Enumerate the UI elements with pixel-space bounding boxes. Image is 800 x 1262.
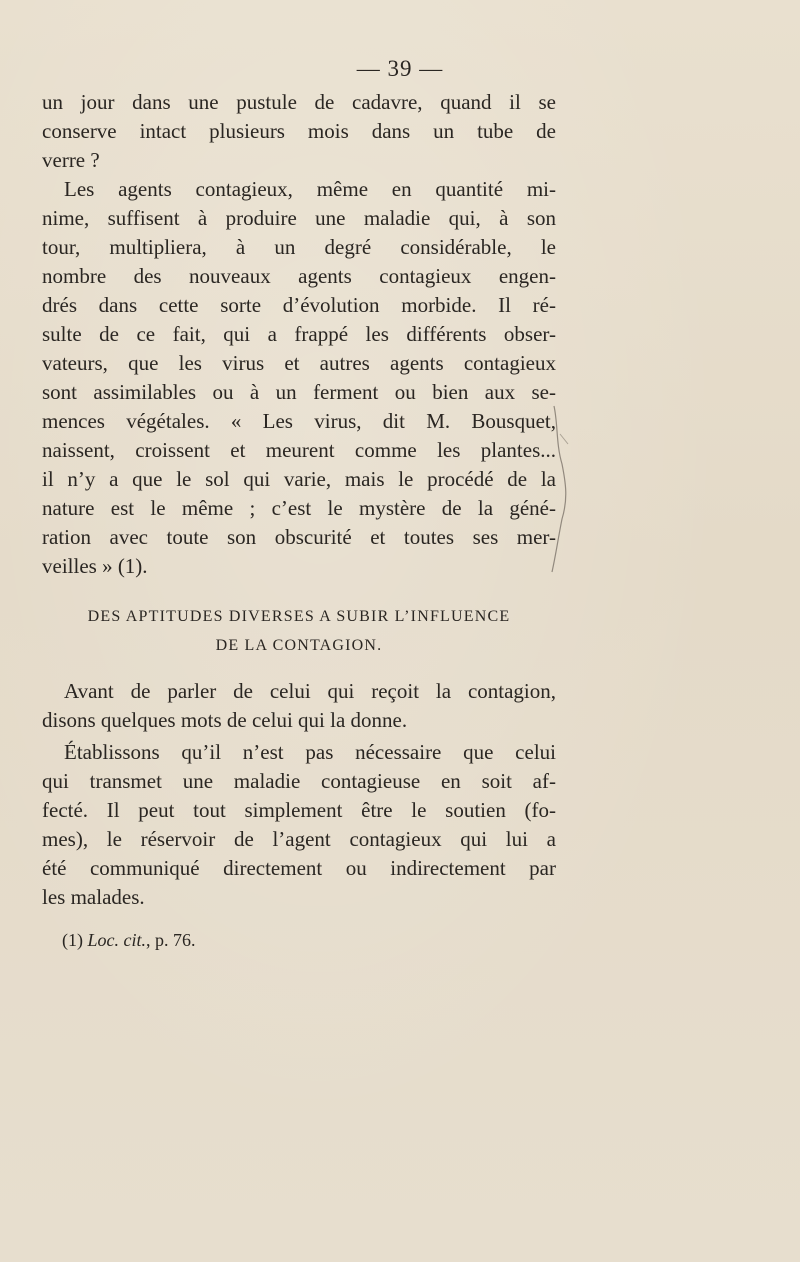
paragraph-before-speaking	[42, 677, 556, 735]
text-line: nombre des nouveaux agents contagieux engen-	[42, 264, 556, 288]
footnote	[62, 930, 196, 951]
text-line: tour, multipliera, à un degré considérable, le	[42, 235, 556, 259]
text-line: ration avec toute son obscurité et toutes ses mer-	[42, 525, 556, 549]
text-line: les malades.	[42, 885, 145, 909]
section-heading	[42, 602, 556, 660]
text-line: nature est le même ; c’est le mystère de la géné-	[42, 496, 556, 520]
heading-line: DE LA CONTAGION.	[215, 637, 383, 654]
text-line: veilles » (1).	[42, 554, 148, 578]
paragraph-carrier	[42, 738, 556, 912]
text-line: vateurs, que les virus et autres agents contagieux	[42, 351, 556, 375]
text-line: été communiqué directement ou indirectement par	[42, 856, 556, 880]
text-line: mes), le réservoir de l’agent contagieux qui lui a	[42, 827, 556, 851]
text-line: verre ?	[42, 148, 100, 172]
text-line: Avant de parler de celui qui reçoit la contagion,	[64, 679, 556, 703]
text-line: mences végétales. « Les virus, dit M. Bousquet,	[42, 409, 556, 433]
text-line: un jour dans une pustule de cadavre, quand il se	[42, 90, 556, 114]
margin-pencil-mark	[548, 404, 578, 574]
text-line: disons quelques mots de celui qui la donne.	[42, 708, 408, 732]
text-line: sulte de ce fait, qui a frappé les différents obser-	[42, 322, 556, 346]
text-line: conserve intact plusieurs mois dans un tube de	[42, 119, 556, 143]
text-line: Établissons qu’il n’est pas nécessaire que celui	[64, 740, 556, 764]
text-line: naissent, croissent et meurent comme les plantes...	[42, 438, 556, 462]
heading-line: DES APTITUDES DIVERSES A SUBIR L’INFLUENCE	[87, 608, 511, 625]
continuation-text	[42, 88, 556, 175]
text-line: Les agents contagieux, même en quantité mi-	[64, 177, 556, 201]
footnote-citation: Loc. cit.	[87, 930, 146, 950]
text-line: drés dans cette sorte d’évolution morbide. Il ré-	[42, 293, 556, 317]
text-line: fecté. Il peut tout simplement être le soutien (fo-	[42, 798, 556, 822]
text-line: qui transmet une maladie contagieuse en soit af-	[42, 769, 556, 793]
paragraph-contagious-agents	[42, 175, 556, 581]
text-line: nime, suffisent à produire une maladie qui, à son	[42, 206, 556, 230]
footnote-page-ref: , p. 76.	[146, 930, 196, 950]
text-line: sont assimilables ou à un ferment ou bien aux se-	[42, 380, 556, 404]
footnote-marker: (1)	[62, 930, 83, 950]
page-number: — 39 —	[356, 56, 444, 81]
text-line: il n’y a que le sol qui varie, mais le procédé de la	[42, 467, 556, 491]
